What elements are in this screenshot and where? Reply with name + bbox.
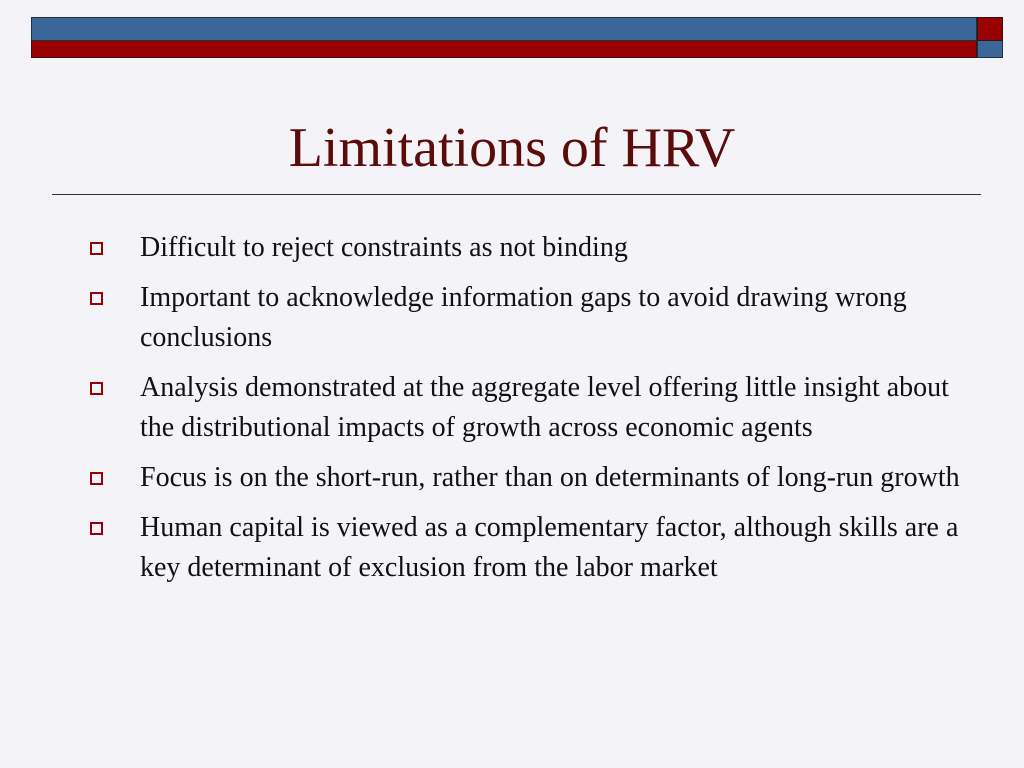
bullet-text: Important to acknowledge information gaps to avoid drawing wrong conclusions xyxy=(140,282,914,353)
header-blue-bar xyxy=(31,17,977,41)
header-blue-square xyxy=(977,41,1003,58)
hollow-square-bullet-icon xyxy=(90,522,103,535)
title-divider xyxy=(52,194,981,195)
bullet-item xyxy=(0,278,1024,358)
bullet-text: Human capital is viewed as a complementary factor, although skills are a key determinant of exclusion from the labor market xyxy=(140,512,966,583)
hollow-square-bullet-icon xyxy=(90,382,103,395)
bullet-item xyxy=(0,228,1024,268)
bullet-item xyxy=(0,368,1024,448)
bullet-list xyxy=(0,228,1024,598)
header-red-square xyxy=(977,17,1003,41)
bullet-text: Difficult to reject constraints as not binding xyxy=(140,232,628,263)
header-red-bar xyxy=(31,41,977,58)
bullet-item xyxy=(0,508,1024,588)
hollow-square-bullet-icon xyxy=(90,472,103,485)
bullet-text: Analysis demonstrated at the aggregate level offering little insight about the distributional impacts of growth across economic agents xyxy=(140,372,963,443)
hollow-square-bullet-icon xyxy=(90,242,103,255)
bullet-item xyxy=(0,458,1024,498)
bullet-text: Focus is on the short-run, rather than on determinants of long-run growth xyxy=(140,462,960,493)
hollow-square-bullet-icon xyxy=(90,292,103,305)
slide-title: Limitations of HRV xyxy=(288,117,736,179)
